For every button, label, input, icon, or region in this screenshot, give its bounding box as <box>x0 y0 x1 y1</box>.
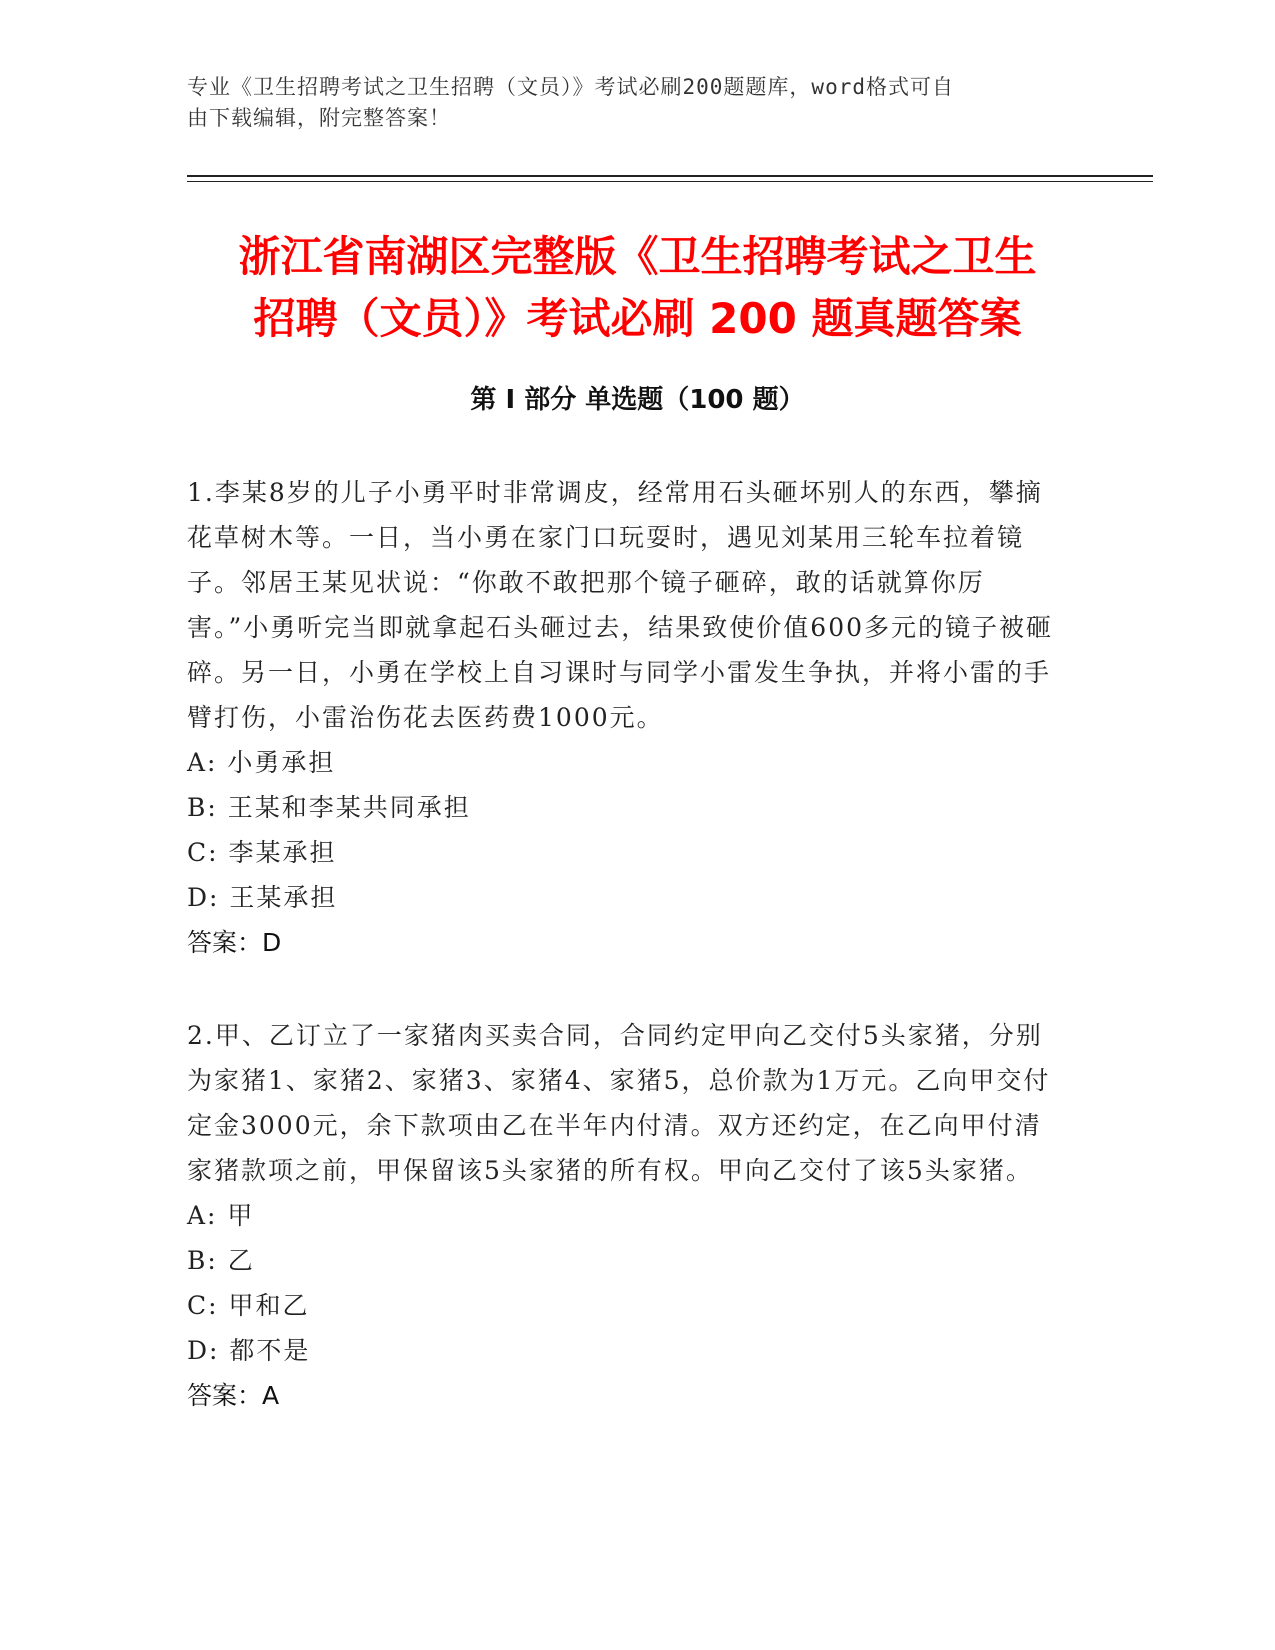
question-stem: 2.甲、乙订立了一家猪肉买卖合同，合同约定甲向乙交付5头家猪，分别为家猪1、家猪2、家猪3、家猪4、家猪5，总价款为1万元。乙向甲交付定金3000元，余下款项由乙在半年内付清。双方还约定，在乙向甲付清家猪款项之前，甲保留该5头家猪的所有权。甲向乙交付了该5头家猪。 <box>187 1021 1051 1185</box>
option-a: A: 小勇承担 <box>187 748 336 777</box>
answer-label: 答案：D <box>187 928 282 957</box>
option-c: C: 李某承担 <box>187 838 337 867</box>
document-title-line-2: 招聘（文员）》考试必刷 200 题真题答案 <box>253 294 1022 343</box>
question-stem: 1.李某8岁的儿子小勇平时非常调皮，经常用石头砸坏别人的东西，攀摘花草树木等。一日，当小勇在家门口玩耍时，遇见刘某用三轮车拉着镜子。邻居王某见状说：“你敢不敢把那个镜子砸碎，敢的话就算你厉害。”小勇听完当即就拿起石头砸过去，结果致使价值600多元的镜子被砸碎。另一日，小勇在学校上自习课时与同学小雷发生争执，并将小雷的手臂打伤，小雷治伤花去医药费1000元。 <box>187 478 1054 732</box>
header-note-line-2: 由下载编辑，附完整答案！ <box>187 106 451 130</box>
option-c: C: 甲和乙 <box>187 1291 310 1320</box>
option-list <box>187 740 1067 920</box>
option-d: D: 都不是 <box>187 1336 311 1365</box>
header-note <box>187 72 1067 134</box>
answer-label: 答案：A <box>187 1381 280 1410</box>
document-title <box>150 226 1125 350</box>
option-list <box>187 1193 1067 1373</box>
option-b: B: 乙 <box>187 1246 255 1275</box>
header-divider-thin <box>187 181 1153 182</box>
document-title-line-1: 浙江省南湖区完整版《卫生招聘考试之卫生 <box>238 232 1037 281</box>
question-2 <box>187 1013 1067 1418</box>
question-1 <box>187 470 1067 965</box>
header-divider-thick <box>187 175 1153 177</box>
option-d: D: 王某承担 <box>187 883 338 912</box>
section-title: 第 I 部分 单选题（100 题） <box>470 385 805 415</box>
header-note-line-1: 专业《卫生招聘考试之卫生招聘（文员）》考试必刷200题题库，word格式可自 <box>187 75 954 99</box>
option-a: A: 甲 <box>187 1201 255 1230</box>
option-b: B: 王某和李某共同承担 <box>187 793 471 822</box>
